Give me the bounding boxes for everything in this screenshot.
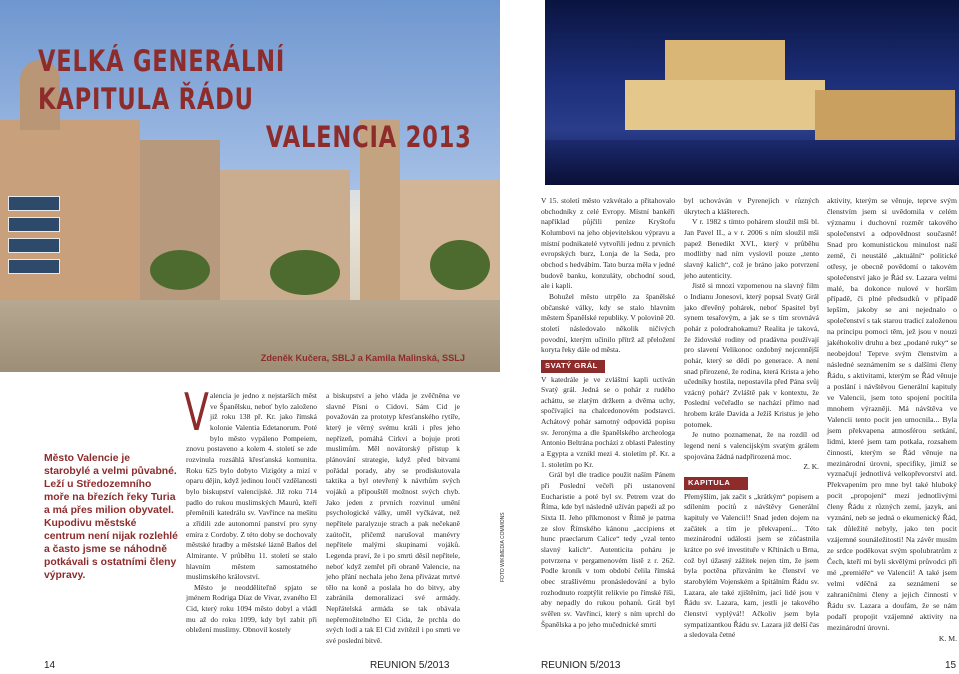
- section-heading-svaty-gral: SVATÝ GRÁL: [541, 360, 605, 373]
- photo-tree: [270, 250, 340, 295]
- author-initials: K. M.: [938, 633, 957, 643]
- magazine-issue-right: REUNION 5/2013: [541, 660, 621, 671]
- article-byline: Zdeněk Kučera, SBLJ a Kamila Malinská, SSLJ: [260, 353, 465, 363]
- paragraph: byl uchováván v Pyrenejích v různých úkrytech a klášterech.: [684, 196, 819, 216]
- article-lead: Město Valencie je starobylé a velmi půvabné. Leží u Středozemního moře na březích řeky Turia a má přes milion obyvatel. Kupodivu městské centrum není nijak rozlehlé a často jsme se náhodně potkávali s ostatními členy výpravy.: [44, 453, 178, 581]
- peniscola-castle-photo: [545, 0, 959, 185]
- photo-credit: FOTO WIKIMEDIA COMMONS: [500, 512, 506, 582]
- street-signs: [8, 196, 60, 280]
- paragraph: Je nutno poznamenat, že na rozdíl od legend není s valencijským svatým grálem spojována žádná nadpřirozená moc.: [684, 430, 819, 461]
- title-line-1: VELKÁ GENERÁLNÍ KAPITULA ŘÁDU: [38, 44, 286, 116]
- paragraph: V katedrále je ve zvláštní kapli uctíván Svatý grál. Jedná se o pohár z rudého acháttu, se zlatým držkem a dvěma uchy, spočívající na chalcedonovém podstavci. Achátový pohár samotný odpovídá popisu sv. Jeronýma a dle španělského archeologa Antonio Beltrána pochází z oblasti Palestiny a Egypta a vznikl mezi 4. stoletím př. Kr. a 1. stoletím po Kr.: [541, 374, 675, 469]
- author-initials: Z. K.: [803, 462, 819, 472]
- paragraph: Bohužel město utrpělo za španělské občanské války, kdy se stalo hlavním městem Španělské republiky. V polovině 20. století následovalo několik ničivých povodní, kterým učinilo přítrž až přeložení koryta řeky dále od města.: [541, 291, 676, 355]
- paragraph: Jistě si mnozí vzpomenou na slavný film o Indianu Jonesovi, který popsal Svatý Grál jako dřevěný pohárek, neboť Spasitel byl synem tesařovým, a jak se s tím srovnává pohár z polodrahokamu? Realita je taková, že židovské rodiny od pradávna používají pro slavení Velikonoc ozdobný nejcennější pohár, který se dědí po generace. A není snad přirozené, že rodina, která Krista a jeho učedníky hostila, nepostavila před Pána svůj vzácný pohár? Zvláště pak v kontextu, že Poslední večeřadlo se nachází přímo nad hrobem krále Davida a Ježíš Kristus je jeho potomek.: [684, 281, 819, 429]
- paragraph: Město je neodděliteľně spjato se jménem Rodriga Díaz de Vivar, zvaného El Cid, který roku 1094 město dobyl a vládl mu až do roku 1099, kdy byl zabit při obležení muslimy. Obnovil kostely: [186, 582, 317, 635]
- text-column-2: [326, 391, 460, 647]
- photo-tree: [150, 250, 210, 290]
- drop-cap: V: [184, 383, 209, 443]
- photo-town: [815, 90, 955, 140]
- photo-tree: [430, 240, 490, 290]
- paragraph: V 15. století město vzkvétalo a přitahovalo obchodníky z celé Evropy. Místní bankéři například půjčili peníze Kryštofu Kolumbovi na jeho objevitelskou výpravu a místní podnikatelé vytvořili jednu z prvních evropských burz, Lonja de la Seda, pro obchod s hedvábím. Tato burza měla v jedné budově banku, konzuláty, obchodní soud, ale i kapli.: [541, 196, 675, 291]
- paragraph: alencia je jedno z nejstarších měst ve Španělsku, neboť bylo založeno již roku 138 př. Kr. jako římská kolonie Valentia Edetanorum. Poté bylo město vypáleno Pompeiem, znovu postaveno a kolem 4. století se zde rozvinula rozsáhlá křesťanská komunita. Roku 625 bylo dobyto Vizigóty a mizí v oparu dějin, když jedinou loučí vzdělanosti bylo biskupství valencijské. Již roku 714 padlo do rukou muslimských Maurů, kteří přeměnili katedrálu sv. Vavřince na mešitu a zřídili zde autonomní panství pro syny emíra z Cordoby. Z této doby se dochovaly městské hradby a městské lázně Baños del Almirante. V průběhu 11. století se stalo hlavním městem samostatného muslimského království.: [186, 391, 317, 582]
- text-column-5: [827, 196, 957, 644]
- text-column-1: [184, 383, 317, 636]
- photo-sea: [545, 140, 959, 185]
- article-title: [38, 42, 472, 156]
- page-number-right: 15: [945, 660, 957, 671]
- text-column-4: [684, 196, 819, 641]
- text-column-3: [541, 196, 675, 630]
- paragraph: Grál byl dle tradice použit naším Pánem při Poslední večeři při ustanovení Eucharistie a poté byl sv. Petrem vzat do Říma, kde byl následně užíván papeži až po Sixta II. Jeho příkmonost v Římě je patrna ze slov Římského kánonu „accipiens et hunc praeclarum Calice“ tedy „vzal tento slavný kalich“. Autenticita poháru je potvrzena v pergamenovém listě z r. 262. Podle kroník v tom období čelila římská obec strašlivému pronásledování a bylo rozhodnuto rozptýlit relikvie po římské říši, aby nepadly do rukou pohanů. Grál byl svěřen sv. Vavřinci, který s ním uprchl do Španělska a po jeho mučednické smrti: [541, 470, 675, 629]
- paragraph: V r. 1982 s tímto pohárem sloužil mši bl. Jan Pavel II., a v r. 2006 s ním sloužil mši papež Benedikt XVI., který v průběhu modlitby nad ním vyslovil pouze „tento slavný kalich“, což je bráno jako potvrzení jeho autenticity.: [684, 217, 819, 280]
- magazine-issue-left: REUNION 5/2013: [370, 660, 450, 671]
- paragraph: a biskupství a jeho vláda je zvěčněna ve slavné Písni o Cidovi. Sám Cid je považován za prototyp křesťanského rytíře, který je věrný svému králi i přes jeho nepřízeň, pomáhá Církvi a bojuje proti muslimům. Měl novátorský přístup k plánování strategie, když před bitvami pořádal porady, aby se prodiskutovala taktika a byl otevřený k návrhům svých vojáků a připouštěl možnost svých chyb. Jako jeden z prvních rozvinul umění psychologické války, uměl vyčkávat, než nepřítele paralyzuje strach a pak nečekaně zaútočit, přičemž narušoval manévry nepřítele malými skupinami vojáků. Legenda praví, že i po smrti děsil nepřítele, neboť když zemřel při obraně Valencie, na jeho přání nechala jeho žena přivázat mrtvé tělo na koně a poslala ho do bitvy, aby zabránila demoralizaci své armády. Nepřátelská armáda se tak obávala nepřemožitelného El Cida, že prchla do svých lodí a tak El Cid zvítězil i po smrti ve své poslední bitvě.: [326, 391, 460, 646]
- title-line-2: VALENCIA 2013: [265, 120, 472, 154]
- paragraph: Přemýšlím, jak začít s „krátkým“ popisem a sdílením pocitů z návštěvy Generální kapituly ve Valencii!! Snad jeden dojem na začátek a tím je překvapení... Této mezinárodní události jsem se zúčastnila krátce po své investituře v Křtinách u Brna, což byl úžasný zážitek nejen tím, že jsem byla poctěna přizváním ke členství ve starobylém Vojenském a špitálním Řádu sv. Lazara, ale také zjištěním, jací lidé jsou v Řádu sv. Lazara, kam, jestli je takového členství vyplývá!! Ačkoliv jsem byla sympatizantkou Řádu sv. Lazara již delší čas a sledovala četné: [684, 491, 819, 640]
- photo-town: [625, 80, 825, 130]
- page-number-left: 14: [44, 660, 56, 671]
- section-heading-kapitula: KAPITULA: [684, 477, 748, 490]
- paragraph: aktivity, kterým se věnuje, teprve svým členstvím jsem si uvědomila v celém významu i duchovní rozměr takového společenství a odpovědnost současně! Snad pro komunistickou minulost naší země, či neustálé „aktuální“ politické otřesy, je obecně povědomí o takovém společenství jako je Řád sv. Lazara velmi malé, ba dokonce nulové v horším případě, či plné předsudků v případě lepším, jakoby se ani nejednalo o společenství s tak starou tradicí založenou na principu pomoci těm, jež jsou v nouzi jakéhokoliv druhu a bez „podané ruky“ se neobejdou! Teprve svým členstvím a následné seznámením se s dalšími členy Řádu, s aktivitami, kterým se Řád věnuje a poslání i návštěvou Generální kapituly ve Valencii, jsem toto spojení pocítila mnohem výrazněji. Má návštěva ve Valencii tento pocit jen umocnila... Byla jsem překvapena atmosférou setkání, lidmi, které jsem tam potkala, rozsahem činností, kterým se Řád věnuje na mezinárodní úrovni, specifiky, jimiž se vyznačují jednotlivá velkopřevorství atd. Překvapením pro mne byl také hluboký pocit „propojení“ mezi jednotlivými členy Řádu z různých zemí, jazyk, ani vyznání, neb se jedná o ekumenický Řád, tak důležité nebyly, jako ten pocit vzájemné sounáležitosti! Na závěr musím ze srdce poděkovat svým spolubratrům z Čech, kteří mi byli skvělými průvodci při mé „premiéře“ ve Valencii! A také jsem velmi vděčná za seznámení se zahraničními členy a jejich činností v Řádu sv. Lazara a doufám, že se nám podaří propojit vzájemné aktivity na mezinárodní úrovni.: [827, 196, 957, 632]
